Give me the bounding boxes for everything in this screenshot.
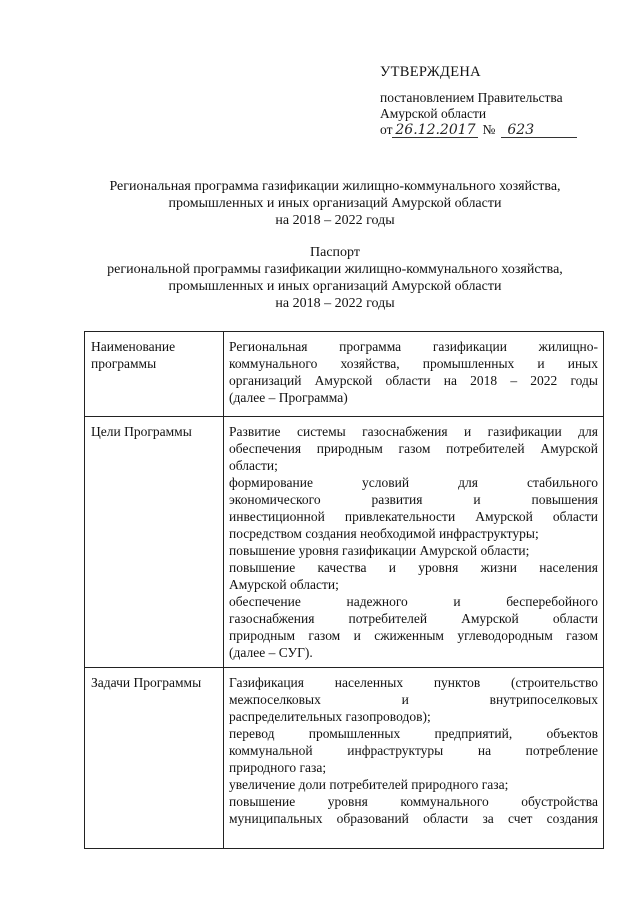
row-label: Цели Программы <box>85 417 224 668</box>
text-line: природного газа; <box>229 760 327 775</box>
table-row <box>85 668 604 849</box>
table-row <box>85 417 604 668</box>
text-line: формирование условий для стабильного <box>229 475 598 490</box>
text-line: повышение уровня газификации Амурской области; <box>229 543 530 558</box>
passport-line-2: промышленных и иных организаций Амурской области <box>168 279 502 294</box>
row-value <box>224 332 604 417</box>
text-line: межпоселковых и внутрипоселковых <box>229 692 598 707</box>
passport-line-3: на 2018 – 2022 годы <box>275 296 395 311</box>
passport-title: Паспорт <box>310 245 360 260</box>
text-line: коммунальной инфраструктуры на потребление <box>229 743 598 758</box>
text-line: газоснабжения потребителей Амурской области <box>229 611 598 626</box>
text-line: муниципальных образований области за счет создания <box>229 811 598 826</box>
text-line: области; <box>229 458 278 473</box>
text-line: организаций Амурской области на 2018 – 2022 годы <box>229 373 598 388</box>
program-title-line-2: промышленных и иных организаций Амурской области <box>168 196 502 211</box>
row-value <box>224 417 604 668</box>
date-prefix: от <box>380 122 393 137</box>
program-title <box>60 178 610 229</box>
decree-date: 26.12.2017 <box>392 124 478 138</box>
text-line: Развитие системы газоснабжения и газификации для <box>229 424 598 439</box>
text-line: коммунального хозяйства, промышленных и иных <box>229 356 598 371</box>
text-line: природным газом и сжиженным углеводородным газом <box>229 628 598 643</box>
table-row <box>85 332 604 417</box>
text-line: экономического развития и повышения <box>229 492 598 507</box>
passport-line-1: региональной программы газификации жилищно-коммунального хозяйства, <box>107 262 563 277</box>
decree-line-2: Амурской области <box>380 106 487 121</box>
decree-reference <box>380 90 577 138</box>
text-line: (далее – Программа) <box>229 390 348 405</box>
number-sign: № <box>482 122 496 137</box>
approval-stamp-heading: УТВЕРЖДЕНА <box>380 64 481 80</box>
text-line: увеличение доли потребителей природного газа; <box>229 777 509 792</box>
row-value <box>224 668 604 849</box>
text-line: обеспечения природным газом потребителей Амурской <box>229 441 598 456</box>
text-line: Газификация населенных пунктов (строительство <box>229 675 598 690</box>
text-line: обеспечение надежного и бесперебойного <box>229 594 598 609</box>
text-line: посредством создания необходимой инфраструктуры; <box>229 526 539 541</box>
passport-heading <box>60 244 610 312</box>
program-title-line-3: на 2018 – 2022 годы <box>275 213 395 228</box>
text-line: повышение уровня коммунального обустройства <box>229 794 598 809</box>
text-line: (далее – СУГ). <box>229 645 313 660</box>
decree-line-1: постановлением Правительства <box>380 90 563 105</box>
text-line: перевод промышленных предприятий, объектов <box>229 726 598 741</box>
program-title-line-1: Региональная программа газификации жилищно-коммунального хозяйства, <box>109 179 561 194</box>
text-line: инвестиционной привлекательности Амурской области <box>229 509 598 524</box>
text-line: Региональная программа газификации жилищно- <box>229 339 598 354</box>
decree-number: 623 <box>501 124 577 138</box>
text-line: повышение качества и уровня жизни населения <box>229 560 598 575</box>
text-line: Амурской области; <box>229 577 339 592</box>
decree-date-number <box>380 122 577 138</box>
row-label: Задачи Программы <box>85 668 224 849</box>
text-line: распределительных газопроводов); <box>229 709 431 724</box>
passport-table <box>84 331 604 849</box>
row-label: Наименование программы <box>85 332 224 417</box>
